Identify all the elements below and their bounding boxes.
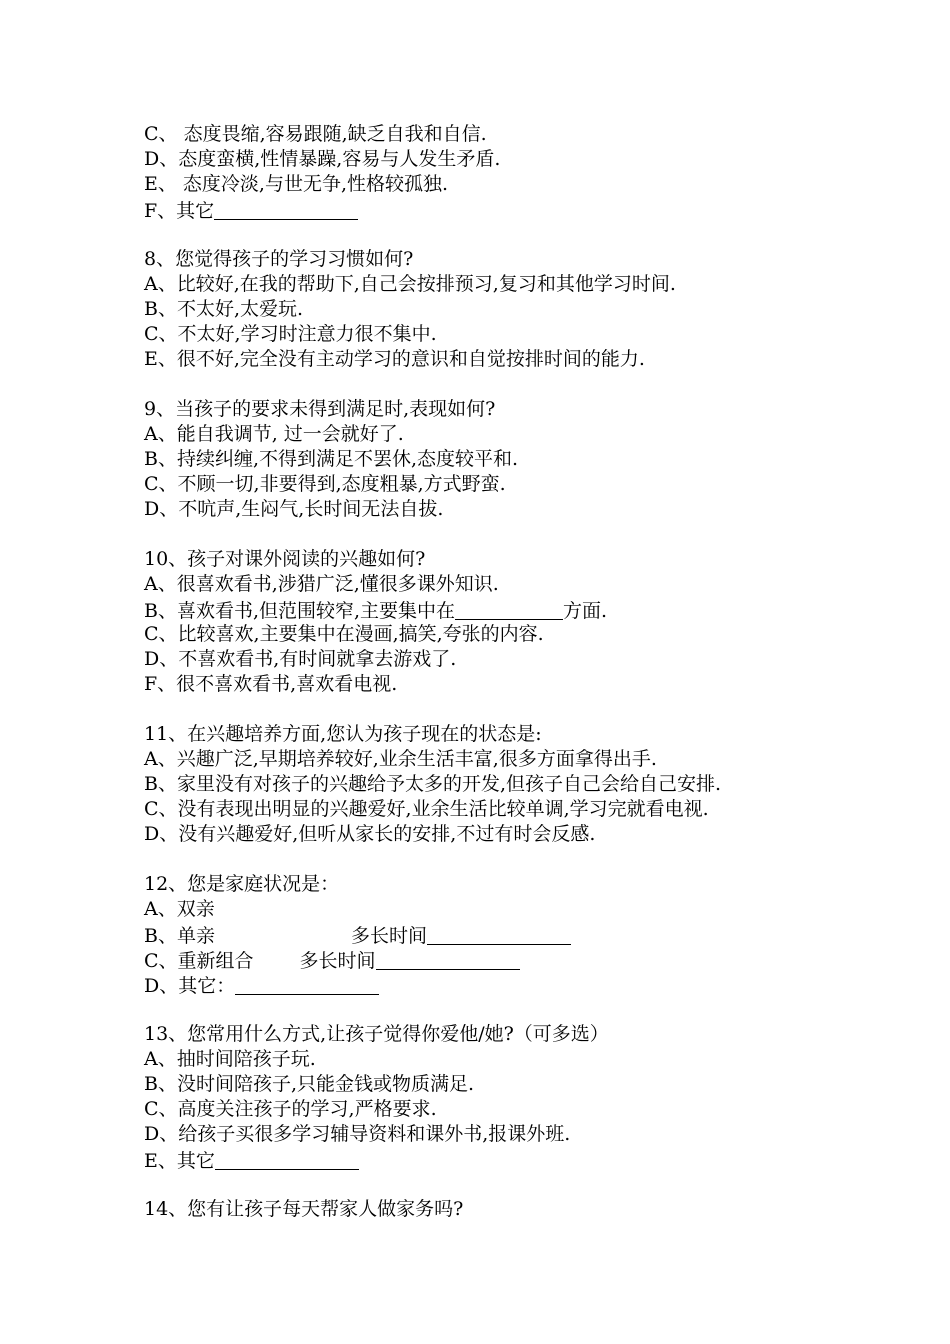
questionnaire-page [144,122,864,1222]
q12-recombined-duration-blank[interactable] [376,950,520,970]
q7-other-blank[interactable] [214,200,358,220]
q10-option-c: C、比较喜欢,主要集中在漫画,搞笑,夸张的内容. [144,623,544,645]
q13-option-b: B、没时间陪孩子,只能金钱或物质满足. [144,1073,475,1095]
spacer [144,522,864,547]
q7-option-f [144,197,864,222]
q12-option-c-label: C、重新组合 [144,950,254,972]
q12-option-b-label: B、单亲 [144,925,215,947]
q9-option-a: A、能自我调节, 过一会就好了. [144,423,404,445]
spacer [144,847,864,872]
q12-option-c [144,947,864,972]
q9-option-d: D、不吭声,生闷气,长时间无法自拔. [144,498,444,520]
q12-option-d [144,972,864,997]
q8-option-b: B、不太好,太爱玩. [144,298,304,320]
q11-option-d: D、没有兴趣爱好,但听从家长的安排,不过有时会反感. [144,823,596,845]
q11-option-c: C、没有表现出明显的兴趣爱好,业余生活比较单调,学习完就看电视. [144,798,709,820]
q10-option-b-suffix: 方面. [563,600,608,622]
q8-option-a: A、比较好,在我的帮助下,自己会按排预习,复习和其他学习时间. [144,273,676,295]
q9-title: 9、当孩子的要求未得到满足时,表现如何? [144,398,496,420]
q11-option-b: B、家里没有对孩子的兴趣给予太多的开发,但孩子自己会给自己安排. [144,773,722,795]
q10-option-b-text: B、喜欢看书,但范围较窄,主要集中在 [144,600,456,622]
spacer [144,1172,864,1197]
q14-title: 14、您有让孩子每天帮家人做家务吗? [144,1198,464,1220]
q13-option-a: A、抽时间陪孩子玩. [144,1048,316,1070]
q7-option-d: D、态度蛮横,性情暴躁,容易与人发生矛盾. [144,148,501,170]
q12-option-a: A、双亲 [144,898,215,920]
q11-option-a: A、兴趣广泛,早期培养较好,业余生活丰富,很多方面拿得出手. [144,748,657,770]
q12-single-duration-blank[interactable] [427,925,571,945]
spacer [144,372,864,397]
q8-title: 8、您觉得孩子的学习习惯如何? [144,248,414,270]
q12-option-b [144,922,864,947]
q12-option-d-label: D、其它： [144,975,236,997]
q13-option-d: D、给孩子买很多学习辅导资料和课外书,报课外班. [144,1123,571,1145]
q13-option-e [144,1147,864,1172]
q10-option-a: A、很喜欢看书,涉猎广泛,懂很多课外知识. [144,573,499,595]
q7-option-c: C、 态度畏缩,容易跟随,缺乏自我和自信. [144,123,487,145]
q13-title: 13、您常用什么方式,让孩子觉得你爱他/她?（可多选） [144,1023,609,1045]
q12-other-blank[interactable] [235,975,379,995]
q13-option-e-label: E、其它 [144,1150,215,1172]
q13-other-blank[interactable] [215,1150,359,1170]
q11-title: 11、在兴趣培养方面,您认为孩子现在的状态是: [144,723,542,745]
q8-option-c: C、不太好,学习时注意力很不集中. [144,323,437,345]
q10-title: 10、孩子对课外阅读的兴趣如何? [144,548,426,570]
q8-option-e: E、很不好,完全没有主动学习的意识和自觉按排时间的能力. [144,348,645,370]
q9-option-c: C、不顾一切,非要得到,态度粗暴,方式野蛮. [144,473,506,495]
q12-option-b-duration-label: 多长时间 [350,925,427,947]
q12-title: 12、您是家庭状况是： [144,873,340,895]
spacer [144,222,864,247]
spacer [144,697,864,722]
q12-option-c-duration-label: 多长时间 [299,950,376,972]
q9-option-b: B、持续纠缠,不得到满足不罢休,态度较平和. [144,448,519,470]
q10-reading-topic-blank[interactable] [455,600,563,620]
q7-option-e: E、 态度冷淡,与世无争,性格较孤独. [144,173,449,195]
q13-option-c: C、高度关注孩子的学习,严格要求. [144,1098,437,1120]
q10-option-d: D、不喜欢看书,有时间就拿去游戏了. [144,648,457,670]
q10-option-b [144,597,864,622]
spacer [144,997,864,1022]
q7-option-f-label: F、其它 [144,200,215,222]
q10-option-f: F、很不喜欢看书,喜欢看电视. [144,673,398,695]
